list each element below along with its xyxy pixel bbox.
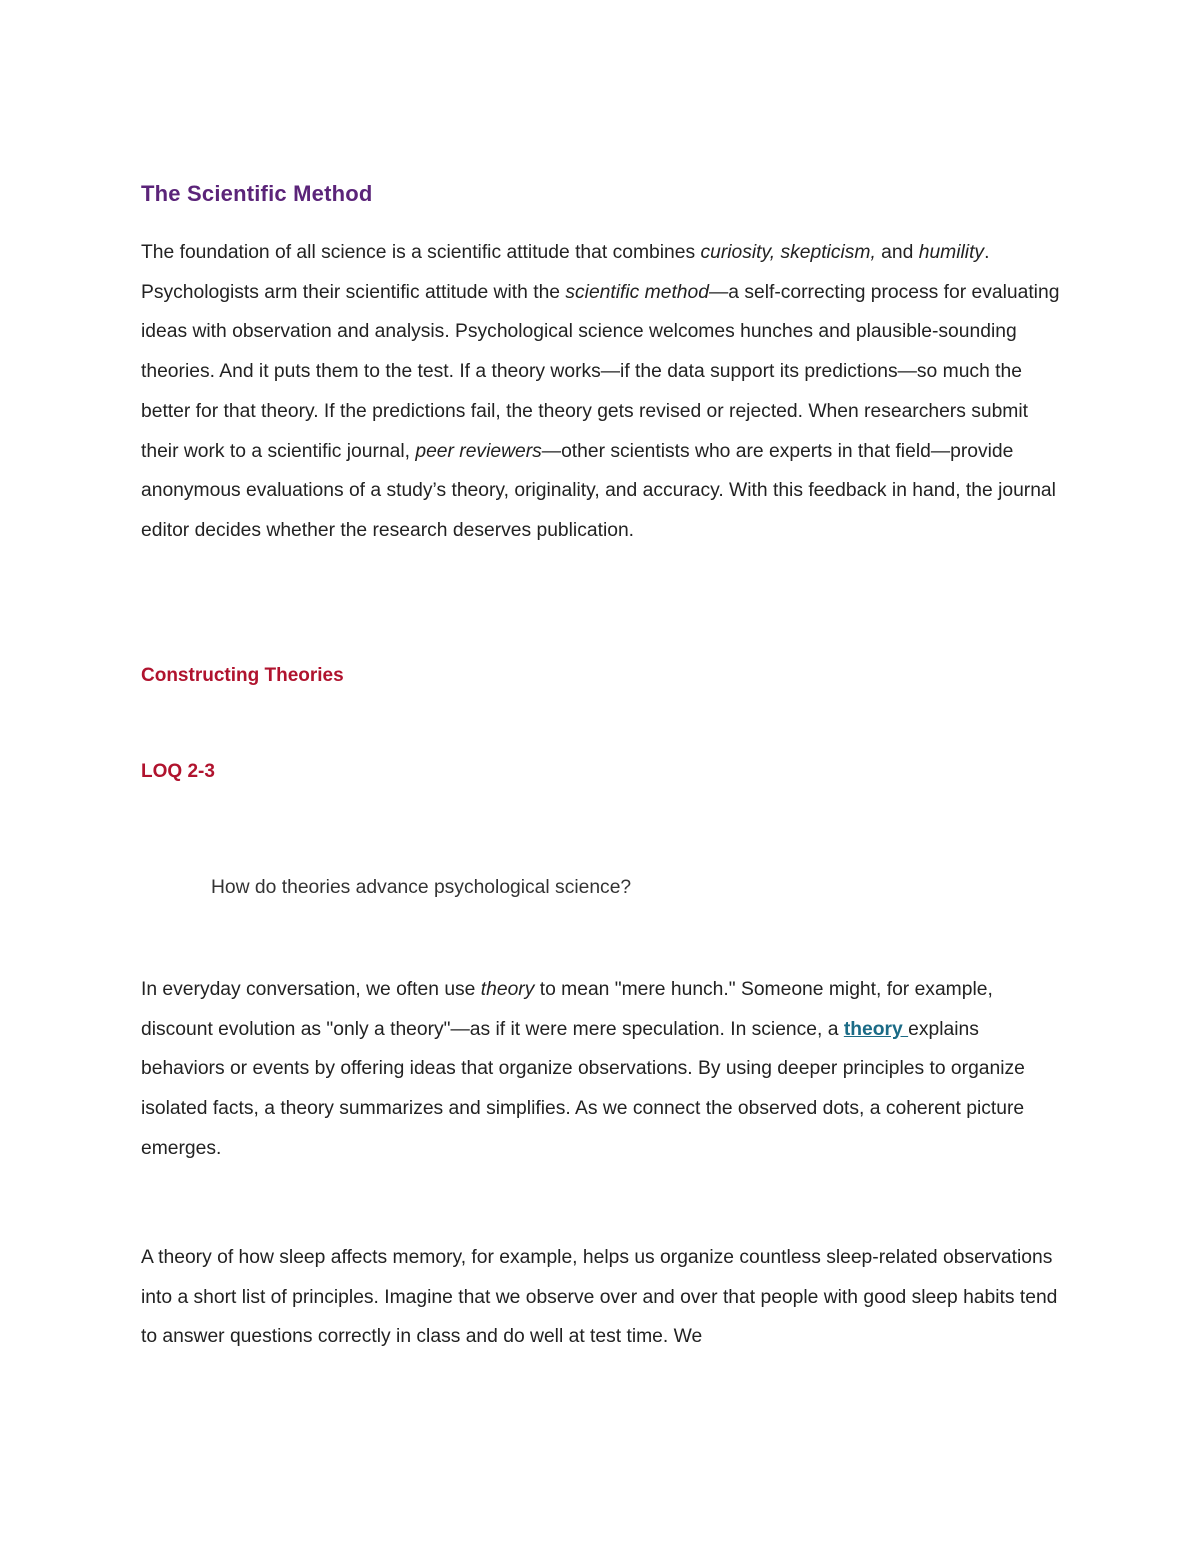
- italic-term: theory: [480, 979, 535, 1000]
- italic-term: curiosity, skepticism,: [700, 242, 876, 263]
- paragraph-theory-definition: [141, 970, 1061, 1169]
- section-title: The Scientific Method: [141, 181, 373, 206]
- text-run: In everyday conversation, we often use: [141, 979, 481, 1000]
- subsection-title: Constructing Theories: [141, 665, 344, 686]
- italic-term: humility: [918, 242, 985, 263]
- text-run: A theory of how sleep affects memory, for example, helps us organize countless sleep-related observations into a short list of principles. Imagine that we observe over and over that people with good sleep habits tend to answer questions correctly in class and do well at test time. We: [141, 1247, 1058, 1348]
- glossary-link-theory[interactable]: theory: [843, 1018, 909, 1040]
- text-run: . Psychologists arm their scientific attitude with the: [141, 242, 990, 303]
- italic-term: scientific method: [565, 281, 709, 303]
- paragraph-sleep-example: [141, 1238, 1061, 1357]
- text-run: —a self-correcting process for evaluating ideas with observation and analysis. Psychological science welcomes hunches and plausible-sounding theories. And it puts them to the test. If a theory works—if the data support its predictions—so much the better for that theory. If the predictions fail, the theory gets revised or rejected. When researchers submit their work to a scientific journal,: [141, 281, 1060, 462]
- text-run: The foundation of all science is a scientific attitude that combines: [141, 242, 701, 263]
- italic-term: peer reviewers: [415, 440, 542, 462]
- learning-objective-question: How do theories advance psychological science?: [211, 877, 632, 898]
- text-run: —other scientists who are experts in that field—provide anonymous evaluations of a study’s theory, originality, and accuracy. With this feedback in hand, the journal editor decides whether the research deserves publication.: [141, 440, 1056, 541]
- text-run: to mean "mere hunch." Someone might, for example, discount evolution as "only a theory"—as if it were mere speculation. In science, a: [141, 979, 993, 1040]
- text-run: explains behaviors or events by offering ideas that organize observations. By using deeper principles to organize isolated facts, a theory summarizes and simplifies. As we connect the observed dots, a coherent picture emerges.: [141, 1018, 1025, 1159]
- paragraph-scientific-method: [141, 233, 1061, 551]
- learning-objective-label: LOQ 2-3: [141, 761, 215, 782]
- text-run: and: [875, 242, 919, 263]
